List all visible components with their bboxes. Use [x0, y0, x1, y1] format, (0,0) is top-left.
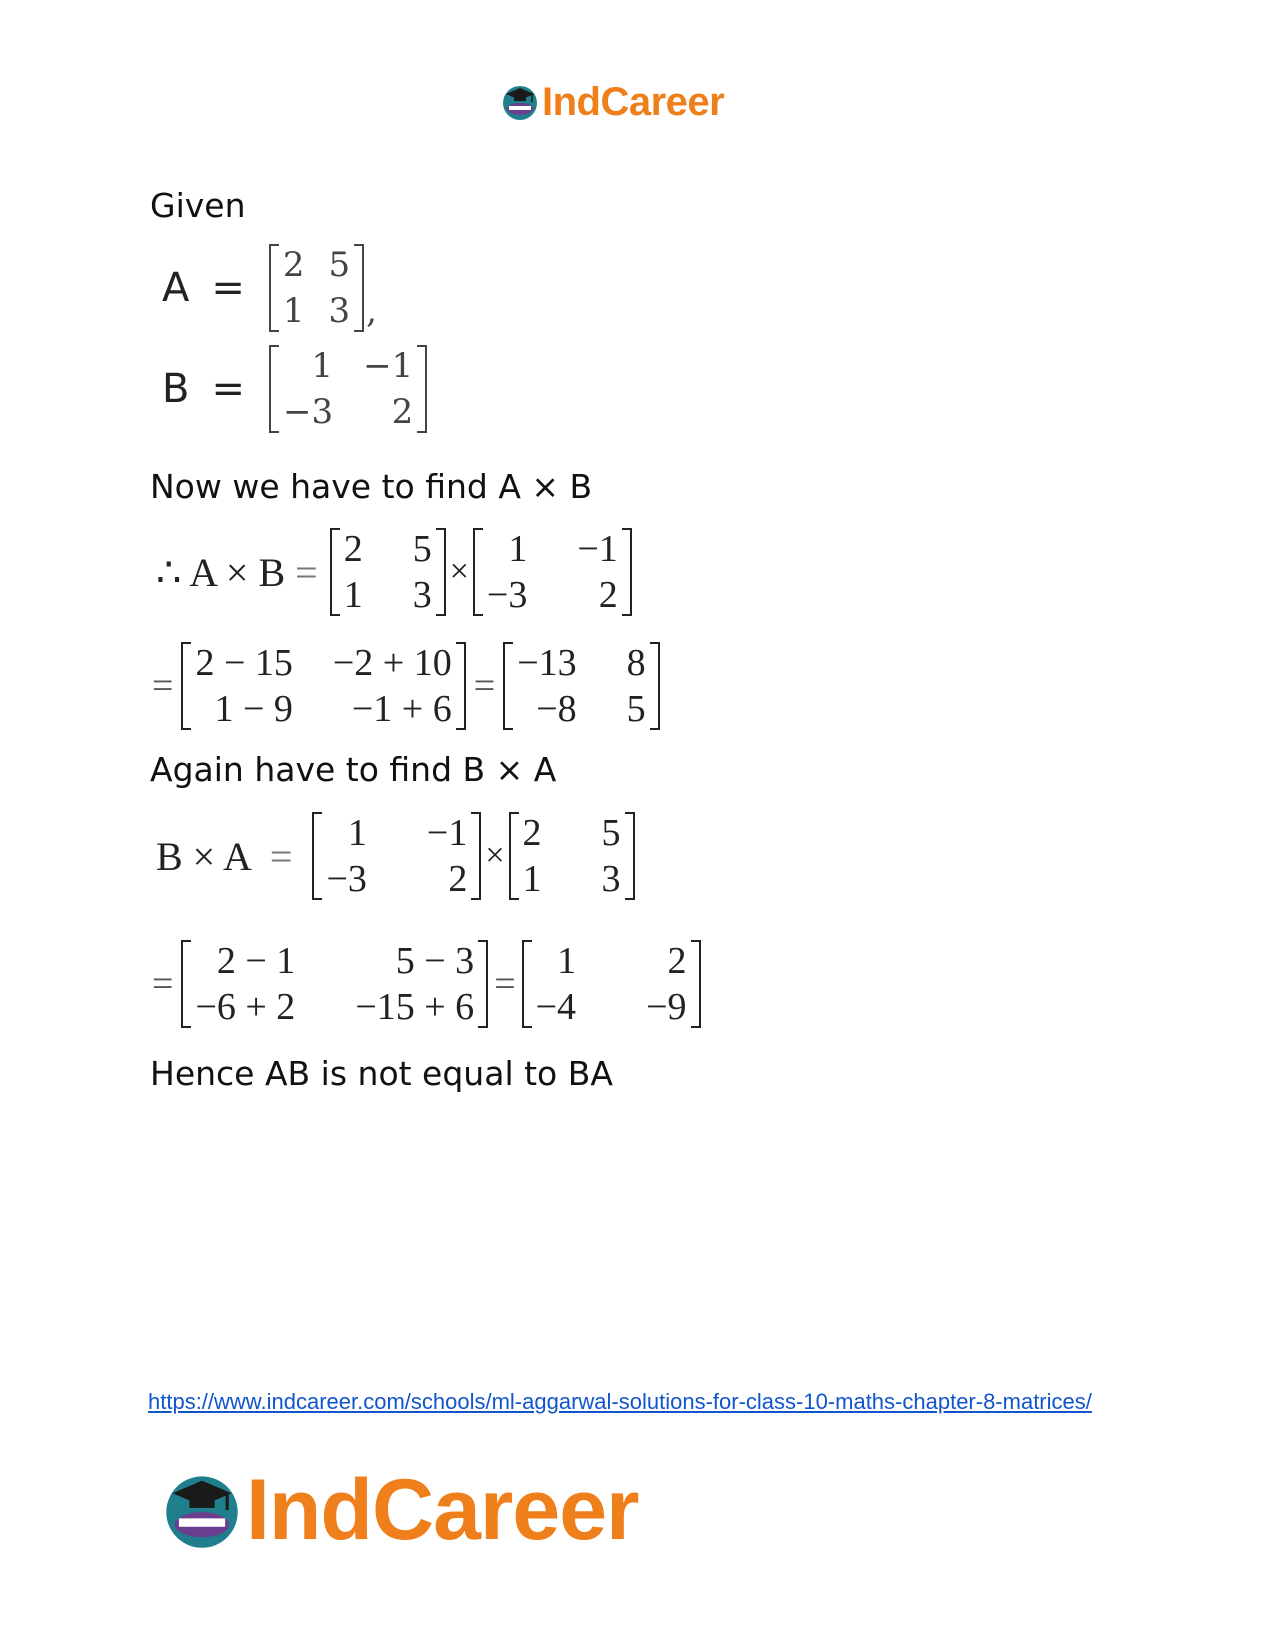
matrix-cell: 1: [508, 528, 528, 570]
source-link[interactable]: https://www.indcareer.com/schools/ml-aggarwal-solutions-for-class-10-maths-chapter-8-matrices/: [148, 1389, 1092, 1414]
matrix-cell: 2: [522, 812, 542, 854]
ab-product-line: [156, 526, 634, 618]
matrix-cell: −1: [363, 346, 414, 386]
ba-result-line: [152, 938, 703, 1030]
matrix-b: [269, 343, 427, 435]
equals-sign: =: [494, 963, 516, 1005]
matrix-cell: 2 − 15: [195, 642, 293, 684]
matrix-a-label: A: [162, 265, 190, 311]
matrix-cell: −9: [646, 986, 687, 1028]
matrix-cell: 1: [522, 858, 542, 900]
matrix-a-definition: [162, 242, 377, 334]
graduation-book-icon: [160, 1468, 244, 1552]
times-sign: ×: [449, 553, 469, 590]
matrix-cell: 2: [598, 574, 618, 616]
matrix-b-definition: [162, 343, 429, 435]
matrix-cell: 3: [601, 858, 621, 900]
matrix-b: [312, 810, 481, 902]
matrix-cell: 3: [328, 291, 351, 331]
matrix-a: [330, 526, 446, 618]
matrix-cell: −6 + 2: [195, 986, 296, 1028]
matrix-cell: 2: [448, 858, 468, 900]
matrix-cell: −13: [517, 642, 577, 684]
ab-expanded-matrix: [181, 640, 465, 732]
ab-result-matrix: [503, 640, 659, 732]
matrix-cell: 2: [391, 392, 414, 432]
graduation-book-icon: [500, 82, 540, 122]
matrix-cell: −8: [536, 688, 577, 730]
matrix-cell: 1 − 9: [214, 688, 293, 730]
comma: ,: [366, 291, 377, 331]
footer-logo: [160, 1462, 639, 1558]
matrix-cell: 8: [626, 642, 646, 684]
ba-product-line: [156, 810, 637, 902]
logo-text: IndCareer: [542, 80, 725, 124]
matrix-cell: 5: [328, 245, 351, 285]
matrix-cell: 2: [667, 940, 687, 982]
matrix-cell: 1: [343, 574, 363, 616]
matrix-cell: 3: [412, 574, 432, 616]
ba-prefix: B × A: [156, 833, 252, 879]
matrix-b-label: B: [162, 366, 190, 412]
ab-result-line: [152, 640, 662, 732]
matrix-cell: 1: [311, 346, 334, 386]
matrix-cell: 2 − 1: [216, 940, 296, 982]
matrix-b: [473, 526, 632, 618]
ba-heading: Again have to find B × A: [150, 750, 557, 789]
matrix-cell: −2 + 10: [332, 642, 452, 684]
header-logo: [500, 78, 724, 126]
matrix-cell: 1: [282, 291, 305, 331]
matrix-cell: −15 + 6: [355, 986, 475, 1028]
conclusion: Hence AB is not equal to BA: [150, 1054, 613, 1093]
matrix-cell: 5: [601, 812, 621, 854]
equals-sign: =: [152, 963, 174, 1005]
matrix-cell: 2: [282, 245, 305, 285]
matrix-cell: 1: [347, 812, 367, 854]
equals-sign: =: [211, 366, 245, 412]
equals-sign: =: [211, 265, 245, 311]
ba-expanded-matrix: [181, 938, 488, 1030]
matrix-cell: −3: [326, 858, 367, 900]
ab-prefix: ∴ A × B: [156, 549, 286, 595]
matrix-cell: 1: [557, 940, 577, 982]
matrix-cell: −3: [486, 574, 528, 616]
matrix-cell: 5: [626, 688, 646, 730]
equals-sign: =: [295, 549, 318, 595]
logo-text: IndCareer: [246, 1462, 639, 1558]
matrix-cell: −3: [282, 392, 334, 432]
ba-result-matrix: [522, 938, 701, 1030]
matrix-a: [269, 242, 364, 334]
matrix-cell: −1: [577, 528, 618, 570]
equals-sign: =: [473, 665, 496, 707]
matrix-cell: 2: [343, 528, 363, 570]
matrix-cell: −1 + 6: [351, 688, 452, 730]
matrix-cell: −4: [535, 986, 577, 1028]
equals-sign: =: [269, 833, 293, 879]
matrix-cell: −1: [426, 812, 468, 854]
given-heading: Given: [150, 186, 246, 225]
matrix-cell: 5: [412, 528, 432, 570]
equals-sign: =: [152, 665, 174, 707]
matrix-a: [509, 810, 635, 902]
matrix-cell: 5 − 3: [395, 940, 475, 982]
times-sign: ×: [485, 837, 505, 874]
ab-heading: Now we have to find A × B: [150, 467, 593, 506]
